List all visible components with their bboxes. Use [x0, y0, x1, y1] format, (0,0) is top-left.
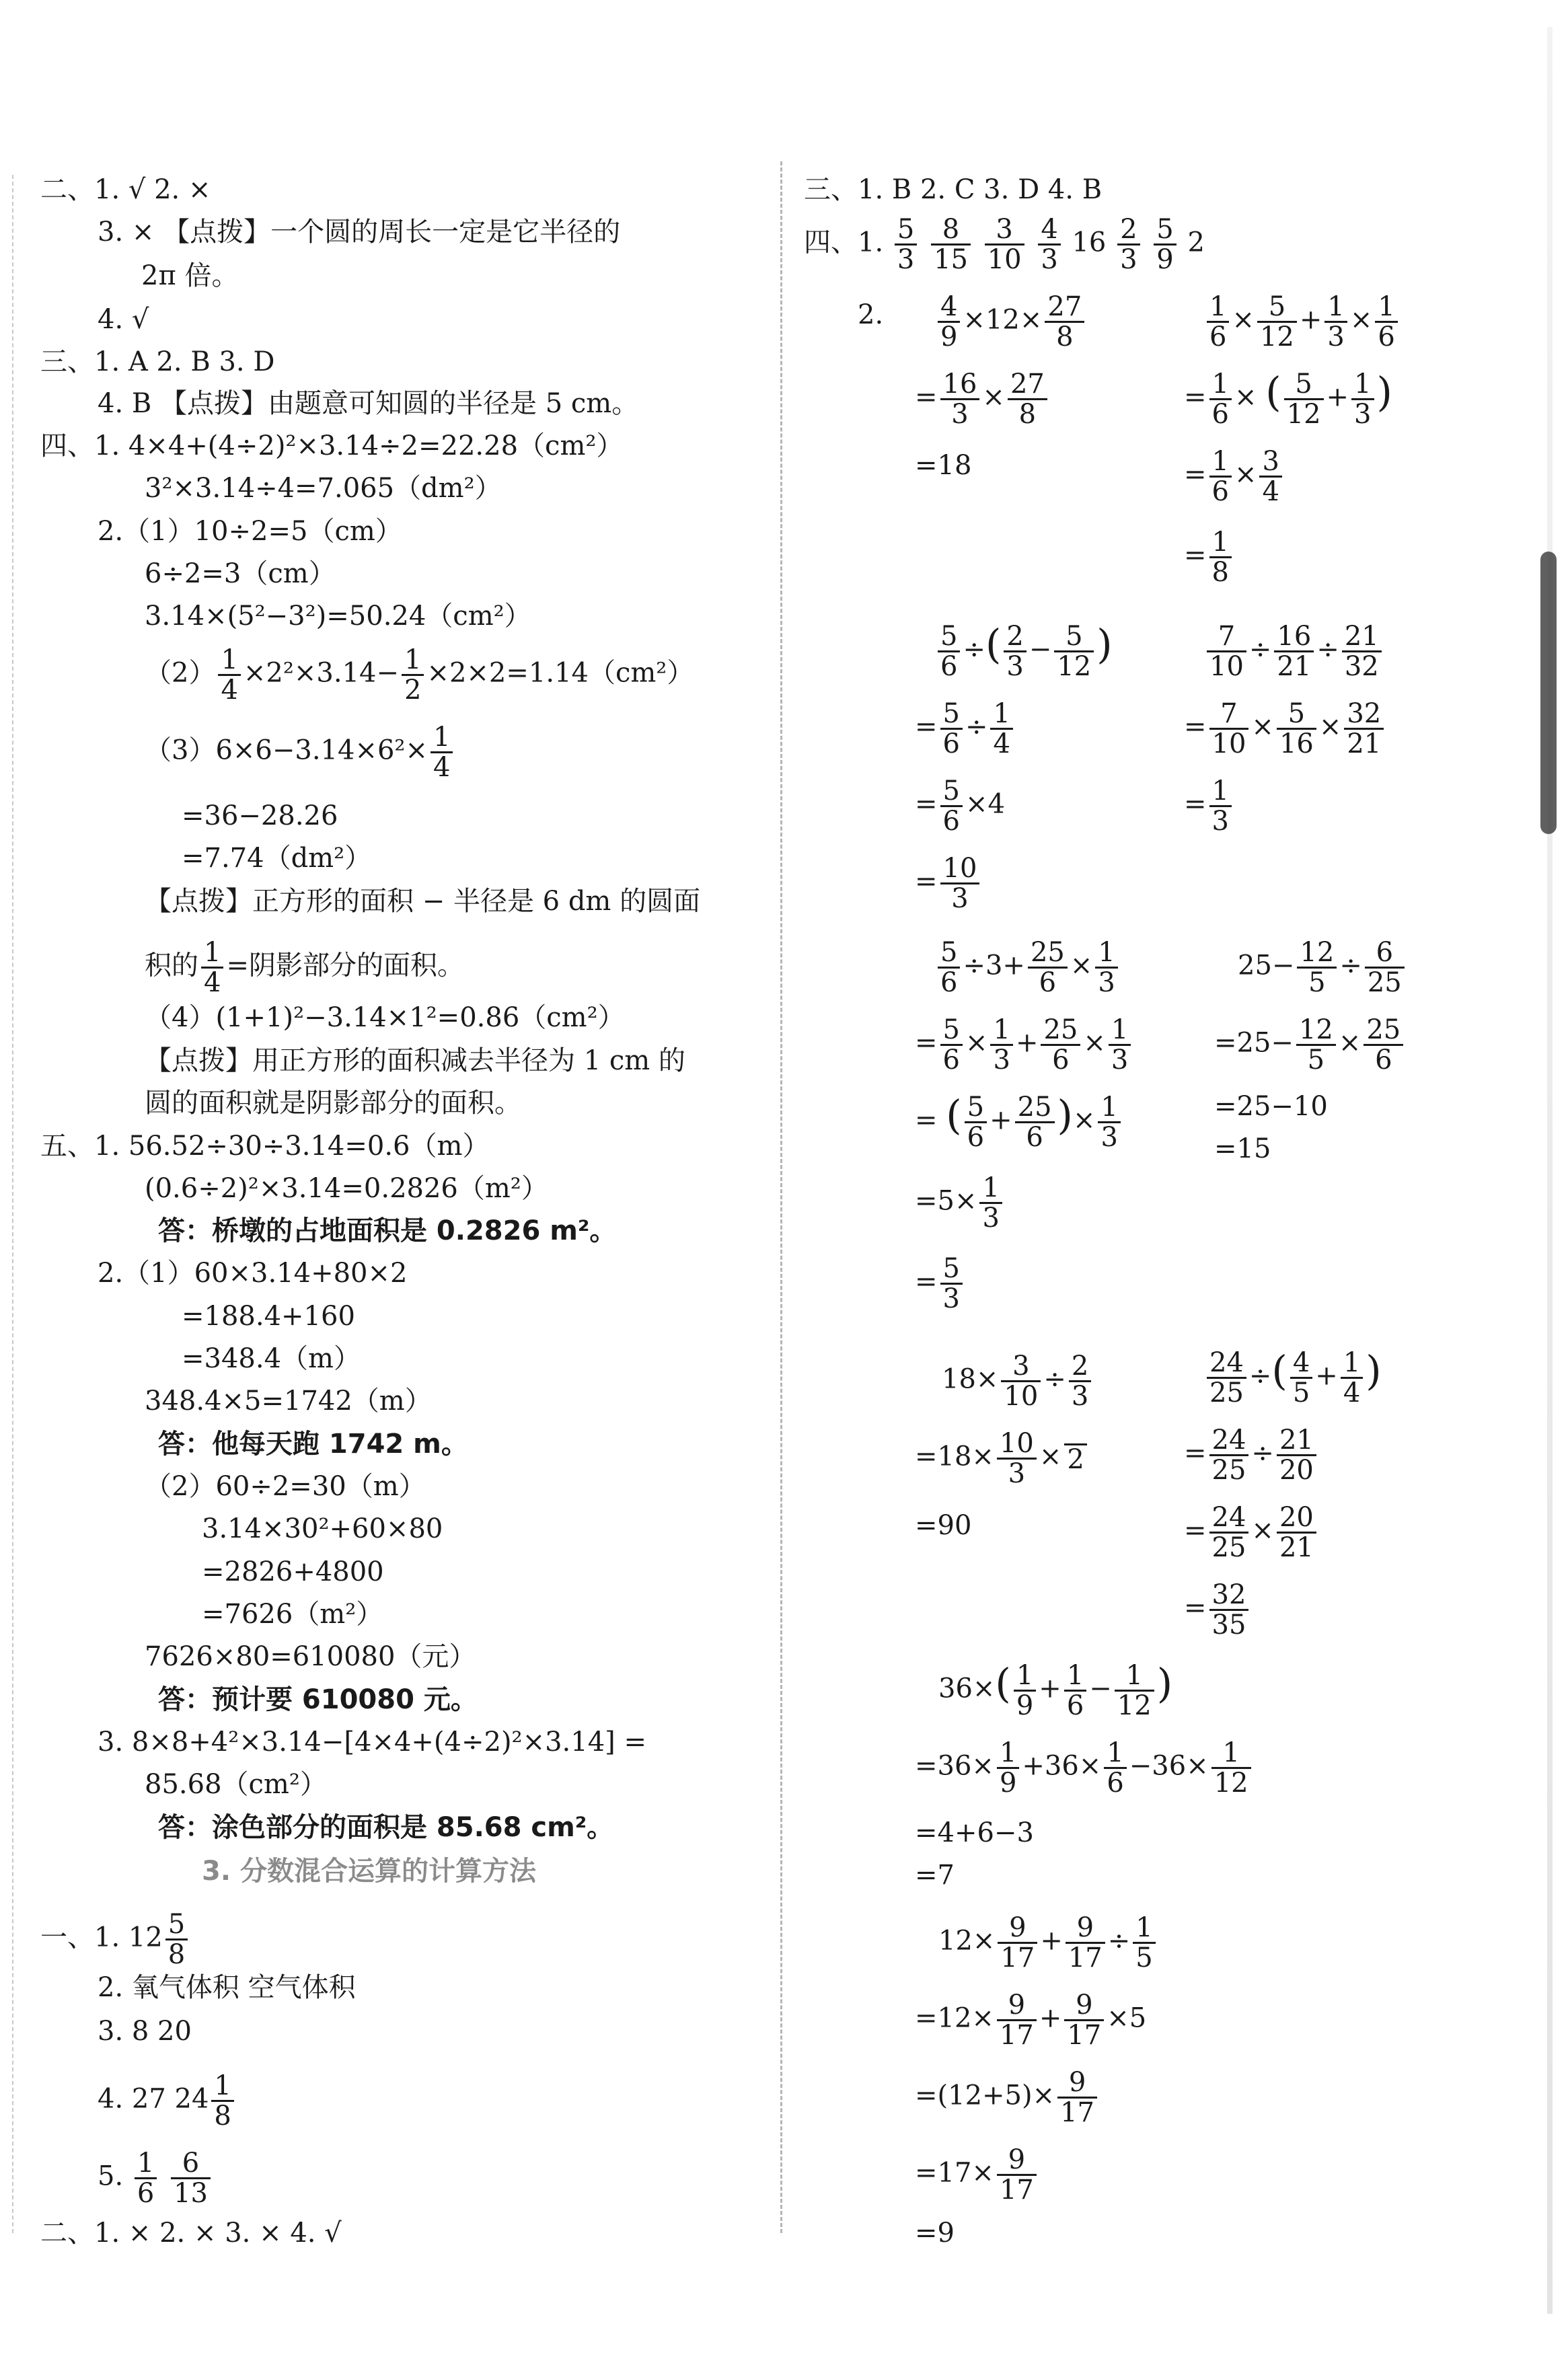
expr-j-step1: =12× $\frac{9}{17}$ + $\frac{9}{17}$ ×5 — [915, 1990, 1147, 2051]
page-edge-shade — [1547, 27, 1553, 2314]
expr-i-step2: =4+6−3 — [915, 1817, 1034, 1848]
column-divider — [780, 161, 782, 2233]
s5-q2-answer2: 答：预计要 610080 元。 — [158, 1684, 478, 1715]
expr-e-result: = $\frac{5}{3}$ — [915, 1254, 965, 1313]
s5-q2-line1: 2.（1）60×3.14+80×2 — [98, 1258, 408, 1289]
fraction-1-6: $\frac{1}{6}$ — [135, 2149, 157, 2208]
r4-q1: 四、1. $\frac{5}{3}$ $\frac{8}{15}$ $\frac{3}{10}$ $\frac{4}{3}$ 16 $\frac{2}{3}$ $\frac{5}{9}$ 2 — [804, 214, 1205, 275]
expr-d: $\frac{7}{10}$ ÷ $\frac{16}{21}$ ÷ $\frac{21}{32}$ — [1204, 622, 1384, 681]
s4-q4-hint-cont: 圆的面积就是阴影部分的面积。 — [145, 1088, 521, 1119]
expr-c: $\frac{5}{6}$ ÷( $\frac{2}{3}$ − $\frac{5}{12}$ ) — [935, 622, 1113, 681]
s4-q2-line2: 6÷2=3（cm） — [145, 558, 336, 589]
expr-c-step1: = $\frac{5}{6}$ ÷ $\frac{1}{4}$ — [915, 700, 1016, 758]
s4-q1-line1: 四、1. 4×4+(4÷2)²×3.14÷2=22.28（cm²） — [40, 430, 624, 461]
s2-answer-3: 3. × 【点拨】一个圆的周长一定是它半径的 — [98, 217, 621, 248]
expr-b-step2: = $\frac{1}{6}$ × $\frac{3}{4}$ — [1184, 447, 1285, 506]
expr-f: 25− $\frac{12}{5}$ ÷ $\frac{6}{25}$ — [1238, 938, 1407, 997]
fraction-1-4: $\frac{1}{4}$ — [218, 646, 240, 704]
fraction-5-8: $\frac{5}{8}$ — [165, 1910, 188, 1969]
n1-q2: 2. 氧气体积 空气体积 — [98, 1972, 356, 2003]
s4-q2-line1: 2.（1）10÷2=5（cm） — [98, 516, 402, 547]
s5-q3-line1: 3. 8×8+4²×3.14−[4×4+(4÷2)²×3.14] = — [98, 1727, 646, 1758]
r4-q2-label: 2. — [858, 299, 884, 330]
section-title: 3. 分数混合运算的计算方法 — [202, 1856, 536, 1887]
expr-j: 12× $\frac{9}{17}$ + $\frac{9}{17}$ ÷ $\frac{1}{5}$ — [938, 1914, 1158, 1972]
s5-q2-part2-line4: 7626×80=610080（元） — [145, 1641, 476, 1672]
scan-edge-mark — [1540, 552, 1557, 834]
s4-q3: （3）6×6−3.14×6²× $\frac{1}{4}$ — [145, 723, 455, 782]
fraction-1-4: $\frac{1}{4}$ — [431, 723, 453, 782]
fraction-5-3: $\frac{5}{3}$ — [895, 215, 917, 274]
s5-q1-line1: 五、1. 56.52÷30÷3.14=0.6（m） — [40, 1131, 490, 1162]
s5-q2-line3: =348.4（m） — [182, 1343, 361, 1374]
n1-q5: 5. $\frac{1}{6}$ $\frac{6}{13}$ — [98, 2149, 213, 2208]
n1-q4: 4. 27 24 $\frac{1}{8}$ — [98, 2072, 237, 2130]
s4-q3-hint-cont: 积的 $\frac{1}{4}$ =阴影部分的面积。 — [145, 937, 464, 998]
s3-answer-4: 4. B 【点拨】由题意可知圆的半径是 5 cm。 — [98, 388, 639, 419]
s4-q3-hint: 【点拨】正方形的面积 − 半径是 6 dm 的圆面 — [145, 886, 701, 917]
n2-answers: 二、1. × 2. × 3. × 4. √ — [40, 2218, 342, 2249]
expr-d-step1: = $\frac{7}{10}$ × $\frac{5}{16}$ × $\frac{32}{21}$ — [1184, 700, 1386, 758]
s5-q2-line4: 348.4×5=1742（m） — [145, 1386, 432, 1417]
expr-a-step1: = $\frac{16}{3}$ × $\frac{27}{8}$ — [915, 370, 1050, 428]
s5-q3-answer: 答：涂色部分的面积是 85.68 cm²。 — [158, 1812, 614, 1843]
expr-c-result: = $\frac{10}{3}$ — [915, 854, 982, 913]
expr-h-result: = $\frac{32}{35}$ — [1184, 1581, 1251, 1639]
expr-g-result: =90 — [915, 1510, 972, 1541]
expr-j-result: =9 — [915, 2218, 955, 2249]
expr-d-result: = $\frac{1}{3}$ — [1184, 777, 1234, 835]
expr-f-result: =15 — [1214, 1133, 1271, 1164]
expr-j-step3: =17× $\frac{9}{17}$ — [915, 2146, 1039, 2204]
expr-c-step2: = $\frac{5}{6}$ ×4 — [915, 776, 1005, 837]
fraction-4-3: $\frac{4}{3}$ — [1038, 215, 1060, 274]
expr-a-result: =18 — [915, 450, 972, 481]
fraction-2-3: $\frac{2}{3}$ — [1117, 215, 1140, 274]
expr-b: $\frac{1}{6}$ × $\frac{5}{12}$ + $\frac{1}{3}$ × $\frac{1}{6}$ — [1204, 293, 1401, 351]
s5-q2-part2-line3: =7626（m²） — [202, 1599, 383, 1630]
expr-b-step1: = $\frac{1}{6}$ × ( $\frac{5}{12}$ + $\frac{1}{3}$ ) — [1184, 369, 1392, 430]
s4-q2-line3: 3.14×(5²−3²)=50.24（cm²） — [145, 601, 531, 632]
s4-q4: （4）(1+1)²−3.14×1²=0.86（cm²） — [145, 1002, 625, 1033]
s5-q1-answer: 答：桥墩的占地面积是 0.2826 m²。 — [158, 1215, 617, 1246]
expr-i-step1: =36× $\frac{1}{9}$ +36× $\frac{1}{6}$ −36× $\frac{1}{12}$ — [915, 1739, 1254, 1797]
expr-h-step2: = $\frac{24}{25}$ × $\frac{20}{21}$ — [1184, 1503, 1319, 1562]
fraction-3-10: $\frac{3}{10}$ — [985, 215, 1024, 274]
expr-h: $\frac{24}{25}$ ÷( $\frac{4}{5}$ + $\frac{1}{4}$ ) — [1204, 1349, 1382, 1407]
expr-e-step1: = $\frac{5}{6}$ × $\frac{1}{3}$ + $\frac{25}{6}$ × $\frac{1}{3}$ — [915, 1016, 1133, 1074]
s5-q2-line2: =188.4+160 — [182, 1301, 355, 1332]
s4-q1-line2: 3²×3.14÷4=7.065（dm²） — [145, 473, 502, 504]
s5-q2-part2-line1: 3.14×30²+60×80 — [202, 1513, 443, 1544]
s5-q2-answer1: 答：他每天跑 1742 m。 — [158, 1429, 468, 1460]
expr-g-step1: =18× $\frac{10}{3}$ × 2 — [915, 1429, 1090, 1488]
expr-e: $\frac{5}{6}$ ÷3+ $\frac{25}{6}$ × $\frac{1}{3}$ — [935, 938, 1121, 997]
s4-q3-step2: =7.74（dm²） — [182, 843, 372, 874]
expr-g: 18× $\frac{3}{10}$ ÷ $\frac{2}{3}$ — [942, 1352, 1094, 1410]
s3-answers: 三、1. A 2. B 3. D — [40, 346, 275, 377]
s5-q1-line2: (0.6÷2)²×3.14=0.2826（m²） — [145, 1173, 548, 1204]
fraction-6-13: $\frac{6}{13}$ — [171, 2149, 211, 2208]
s5-q2-part2-line2: =2826+4800 — [202, 1556, 384, 1587]
s2-answers-1-2: 二、1. √ 2. × — [40, 174, 211, 205]
expr-a: $\frac{4}{9}$ ×12× $\frac{27}{8}$ — [935, 293, 1087, 351]
expr-i-result: =7 — [915, 1860, 955, 1891]
expr-b-result: = $\frac{1}{8}$ — [1184, 528, 1234, 587]
s4-q4-hint: 【点拨】用正方形的面积减去半径为 1 cm 的 — [145, 1045, 685, 1076]
expr-e-step3: =5× $\frac{1}{3}$ — [915, 1174, 1005, 1232]
s4-q3-step1: =36−28.26 — [182, 800, 338, 831]
s4-q2-part2: （2） $\frac{1}{4}$ ×2²×3.14− $\frac{1}{2}$ ×2×2=1.14（cm²） — [145, 644, 694, 706]
fraction-1-4: $\frac{1}{4}$ — [201, 938, 223, 997]
expr-e-step2: = ( $\frac{5}{6}$ + $\frac{25}{6}$ )× $\frac{1}{3}$ — [915, 1093, 1123, 1152]
s2-answer-4: 4. √ — [98, 304, 149, 335]
s5-q3-line2: 85.68（cm²） — [145, 1769, 327, 1800]
fraction-8-15: $\frac{8}{15}$ — [931, 215, 971, 274]
left-margin-line — [12, 175, 13, 2233]
expr-j-step2: =(12+5)× $\frac{9}{17}$ — [915, 2068, 1100, 2127]
n1-q3: 3. 8 20 — [98, 2016, 192, 2047]
expr-i: 36×( $\frac{1}{9}$ + $\frac{1}{6}$ − $\frac{1}{12}$ ) — [938, 1660, 1173, 1721]
s5-q2-part2: （2）60÷2=30（m） — [145, 1471, 426, 1502]
expr-h-step1: = $\frac{24}{25}$ ÷ $\frac{21}{20}$ — [1184, 1426, 1319, 1484]
r3-answers: 三、1. B 2. C 3. D 4. B — [804, 174, 1103, 205]
expr-f-step1: =25− $\frac{12}{5}$ × $\frac{25}{6}$ — [1214, 1016, 1406, 1074]
fraction-1-8: $\frac{1}{8}$ — [211, 2072, 233, 2130]
fraction-5-9: $\frac{5}{9}$ — [1154, 215, 1176, 274]
s2-answer-3-cont: 2π 倍。 — [141, 260, 239, 291]
expr-f-step2: =25−10 — [1214, 1091, 1328, 1122]
fraction-1-2: $\frac{1}{2}$ — [402, 646, 424, 704]
n1-q1: 一、1. 12 $\frac{5}{8}$ — [40, 1910, 190, 1969]
